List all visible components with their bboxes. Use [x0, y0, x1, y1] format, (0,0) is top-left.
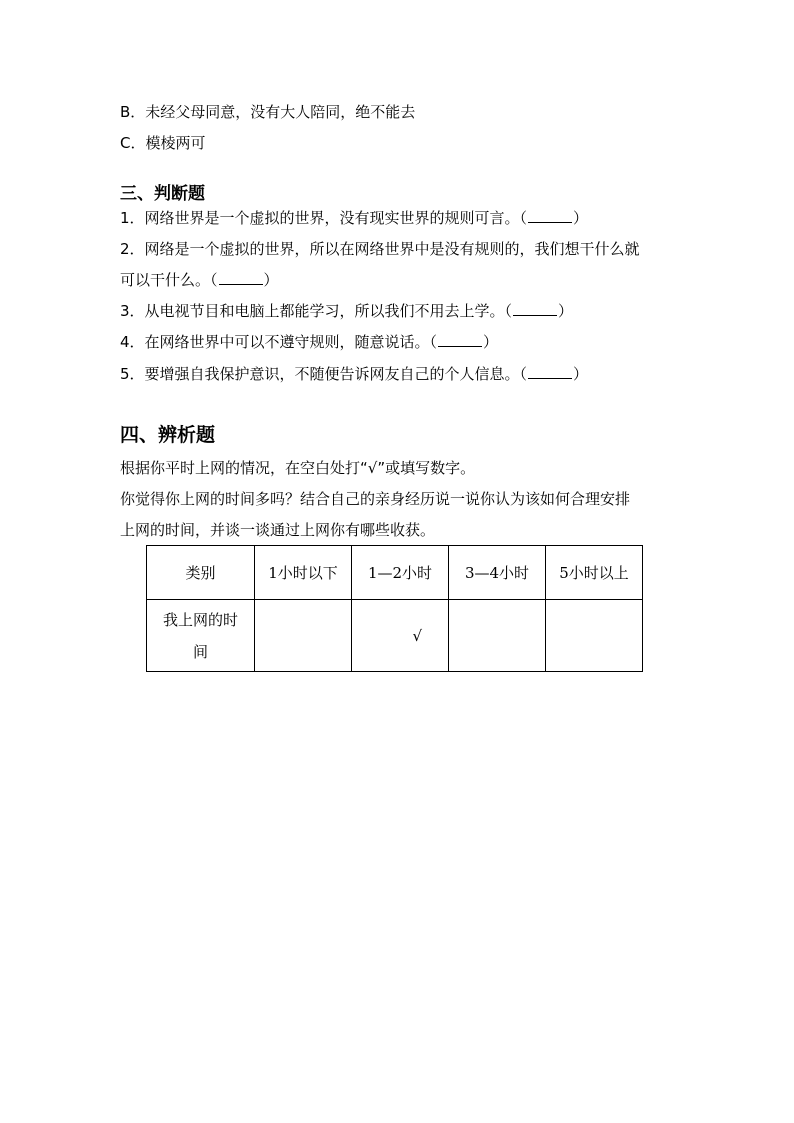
answer-blank-3[interactable] — [513, 301, 557, 316]
section-4-title: 四、辨析题 — [120, 424, 216, 446]
answer-blank-5[interactable] — [528, 364, 572, 379]
section-4-question-line1: 你觉得你上网的时间多吗？结合自己的亲身经历说一说你认为该如何合理安排 — [120, 490, 631, 508]
table-header-cell: 1—2小时 — [352, 546, 449, 600]
judge-item-4-text: 4．在网络世界中可以不遵守规则，随意说话。（ — [120, 333, 438, 351]
answer-cell-1-2h[interactable]: √ — [352, 600, 449, 672]
section-4-instruction: 根据你平时上网的情况，在空白处打“√”或填写数字。 — [120, 459, 476, 477]
table-header-cell: 5小时以上 — [546, 546, 643, 600]
answer-cell-over-5h[interactable] — [546, 600, 643, 672]
table-row-label-line1: 我上网的时 — [162, 610, 238, 629]
judge-item-4-close: ） — [483, 333, 499, 351]
judge-item-3-close: ） — [558, 302, 574, 320]
judge-item-3 — [120, 301, 573, 321]
judge-item-2-close: ） — [263, 271, 279, 289]
section-3-title: 三、判断题 — [120, 184, 205, 204]
judge-item-5-close: ） — [573, 365, 589, 383]
judge-item-5-text: 5．要增强自我保护意识，不随便告诉网友自己的个人信息。（ — [120, 365, 528, 383]
answer-cell-under-1h[interactable] — [255, 600, 352, 672]
table-row — [147, 600, 643, 672]
table-header-cell: 3—4小时 — [449, 546, 546, 600]
answer-blank-2[interactable] — [219, 270, 263, 285]
judge-item-2-text: 可以干什么。（ — [120, 271, 218, 289]
judge-item-4 — [120, 332, 498, 352]
judge-item-1-text: 1．网络世界是一个虚拟的世界，没有现实世界的规则可言。（ — [120, 209, 528, 227]
judge-item-5 — [120, 364, 588, 384]
table-row-label — [147, 600, 255, 672]
section-4-question-line2: 上网的时间，并谈一谈通过上网你有哪些收获。 — [120, 521, 436, 539]
table-header-row — [147, 546, 643, 600]
table-row-label-line2: 间 — [192, 642, 208, 661]
judge-item-1-close: ） — [573, 209, 589, 227]
option-b: B．未经父母同意，没有大人陪同，绝不能去 — [120, 103, 416, 121]
table-header-cell: 类别 — [147, 546, 255, 600]
judge-item-1 — [120, 208, 588, 228]
judge-item-2-line1: 2．网络是一个虚拟的世界，所以在网络世界中是没有规则的，我们想干什么就 — [120, 240, 640, 258]
answer-blank-4[interactable] — [438, 332, 482, 347]
option-c: C．模棱两可 — [120, 134, 206, 152]
judge-item-2-line2 — [120, 270, 279, 290]
table-header-cell: 1小时以下 — [255, 546, 352, 600]
internet-time-table — [146, 545, 643, 672]
answer-cell-3-4h[interactable] — [449, 600, 546, 672]
answer-blank-1[interactable] — [528, 208, 572, 223]
judge-item-3-text: 3．从电视节目和电脑上都能学习，所以我们不用去上学。（ — [120, 302, 513, 320]
